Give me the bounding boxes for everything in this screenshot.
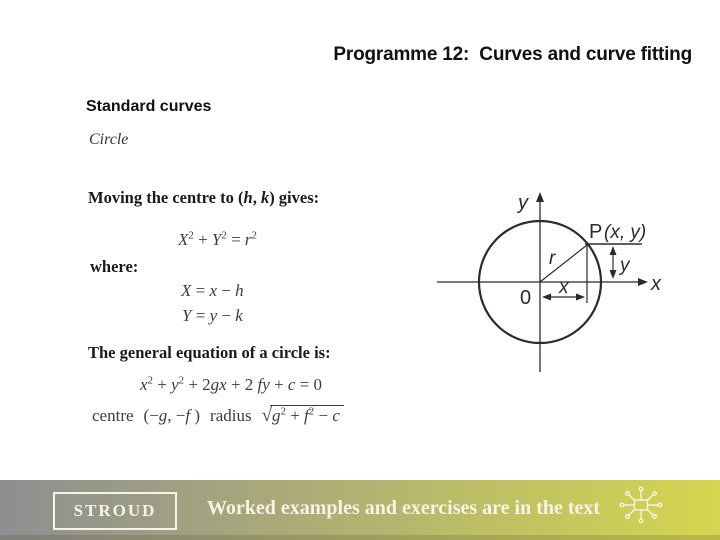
x-measure-label: x (559, 277, 569, 298)
y-measure-arrow-down-icon (610, 270, 617, 279)
footer-bar (0, 480, 720, 540)
footer-message: Worked examples and exercises are in the text (207, 497, 601, 519)
x-measure-arrow-left-icon (542, 294, 551, 301)
sun-compass-icon (618, 485, 664, 525)
x-axis-arrow-icon (638, 278, 648, 286)
equation-centred-circle: $X^2 + Y^2 = r^2$ (178, 229, 257, 249)
x-measure-arrow-right-icon (576, 294, 585, 301)
moving-centre-line: Moving the centre to (h, k) gives: (88, 188, 320, 207)
radius-label: r (549, 248, 556, 269)
origin-label: 0 (520, 287, 532, 309)
y-measure-arrow-up-icon (610, 246, 617, 255)
where-label: where: (90, 257, 139, 276)
y-axis-label: y (518, 192, 528, 214)
brand-label: STROUD (73, 501, 157, 520)
y-measure-label: y (620, 255, 630, 276)
x-axis-label: x (651, 273, 661, 295)
sub-heading: Circle (89, 131, 129, 148)
brand-box (53, 492, 177, 530)
point-p-label: P (589, 221, 603, 243)
equation-x-substitution: X = x − h (181, 281, 244, 300)
radical-sign: √ (261, 405, 273, 426)
slide-title: Programme 12: Curves and curve fitting (333, 44, 692, 65)
point-p-coords: (x, y) (604, 222, 647, 243)
y-axis-arrow-icon (536, 192, 544, 202)
circle-diagram (430, 178, 680, 378)
general-equation-line: The general equation of a circle is: (88, 343, 331, 362)
equation-general-circle: $x^2 + y^2 + 2gx + 2$ fy + c = 0 (140, 374, 323, 394)
centre-radius-line: centre (−g, −f ) radius $√g^2 + f^2 - c$ (92, 405, 344, 427)
equation-y-substitution: Y = y − k (182, 306, 243, 325)
footer-bottom-shade (0, 535, 720, 540)
section-heading: Standard curves (86, 98, 212, 115)
radical-content: $g^2 + f^2 - c$ (270, 405, 344, 425)
